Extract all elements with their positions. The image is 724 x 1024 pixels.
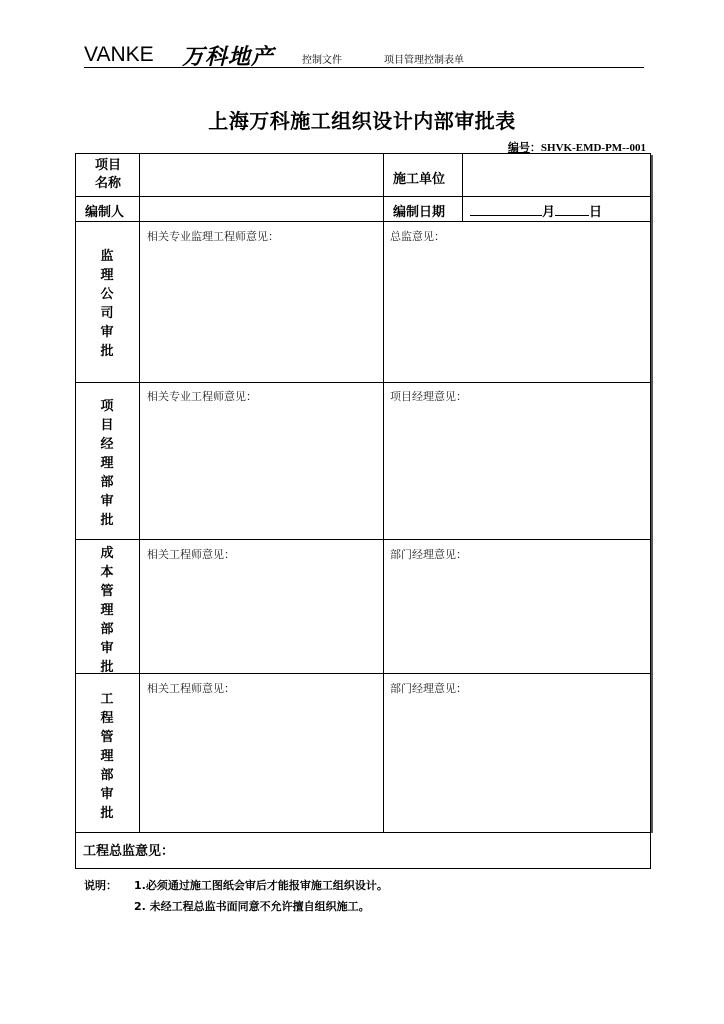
prep-date-label: 编制日期 <box>393 205 446 220</box>
row-divider <box>75 221 651 222</box>
note-item: 2. 未经工程总监书面同意不允许擅自组织施工。 <box>134 900 370 913</box>
row-divider <box>75 539 651 540</box>
doc-no-value: ：SHVK-EMD-PM--001 <box>529 142 646 154</box>
col-divider <box>383 153 384 832</box>
opinion-left: 相关工程师意见： <box>147 548 235 561</box>
section-label-project-mgmt: 项目经理部审批 <box>100 399 114 528</box>
project-name-label: 项目名称 <box>94 158 121 191</box>
month-label: 月 <box>542 205 556 220</box>
section-label-cost-mgmt: 成本管理部审批 <box>100 546 114 675</box>
opinion-right: 项目经理意见： <box>390 390 467 403</box>
header-form-type: 项目管理控制表单 <box>384 55 464 66</box>
section-label-supervision: 监理公司审批 <box>100 249 114 359</box>
table-shadow <box>651 155 653 833</box>
section-label-engineering-mgmt: 工程管理部审批 <box>100 692 114 821</box>
doc-no-label: 编号 <box>507 141 530 154</box>
opinion-left: 相关专业工程师意见： <box>147 390 257 403</box>
opinion-right: 部门经理意见： <box>390 548 467 561</box>
col-divider <box>139 153 140 832</box>
month-blank[interactable] <box>470 203 542 216</box>
logo-english: VANKE <box>84 43 154 66</box>
page-title: 上海万科施工组织设计内部审批表 <box>208 109 516 133</box>
day-label: 日 <box>589 205 603 220</box>
note-item: 1.必须通过施工图纸会审后才能报审施工组织设计。 <box>134 879 388 892</box>
row-divider <box>75 832 651 833</box>
opinion-right: 总监意见： <box>390 230 445 243</box>
chief-supervisor-label: 工程总监意见： <box>83 844 175 859</box>
prep-date-value[interactable] <box>470 201 602 220</box>
page-header <box>84 40 644 68</box>
day-blank[interactable] <box>555 203 589 216</box>
header-doc-type: 控制文件 <box>302 55 342 66</box>
notes-label: 说明： <box>84 879 117 892</box>
opinion-left: 相关专业监理工程师意见： <box>147 230 279 243</box>
approval-table <box>75 153 651 869</box>
row-divider <box>75 196 651 197</box>
col-divider <box>462 153 463 221</box>
contractor-label: 施工单位 <box>393 172 446 187</box>
row-divider <box>75 382 651 383</box>
row-divider <box>75 673 651 674</box>
opinion-right: 部门经理意见： <box>390 682 467 695</box>
header-divider <box>84 67 644 68</box>
preparer-label: 编制人 <box>85 205 125 220</box>
logo-chinese: 万科地产 <box>182 45 275 70</box>
opinion-left: 相关工程师意见： <box>147 682 235 695</box>
